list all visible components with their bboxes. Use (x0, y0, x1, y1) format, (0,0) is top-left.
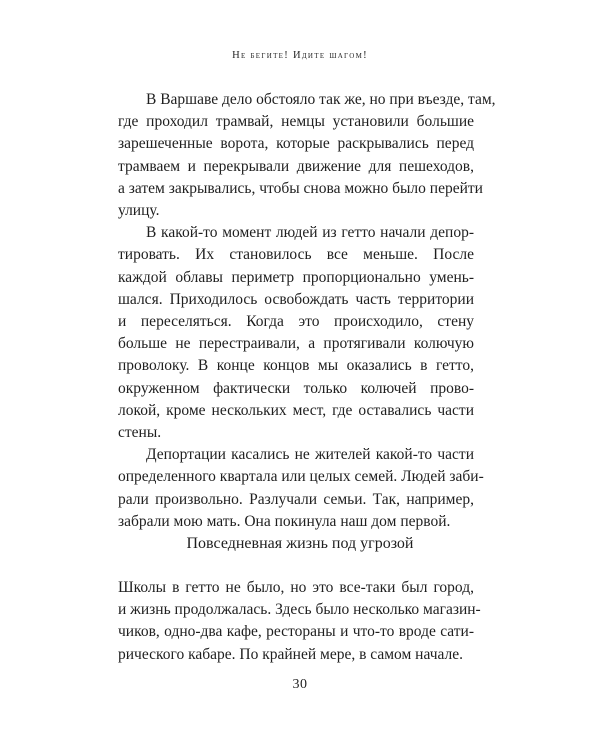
text-line: и переселяться. Когда это происходило, стену (118, 313, 474, 331)
text-line: локой, кроме нескольких мест, где оставались части (118, 401, 474, 419)
text-line: улицу. (118, 202, 160, 220)
text-line: Депортации касались не жителей какой-то части (146, 446, 474, 464)
text-line: тировать. Их становилось все меньше. После (118, 246, 474, 264)
text-line: трамваем и перекрывали движение для пешеходов, (118, 157, 474, 175)
text-line: окруженном фактически только колючей прово- (118, 379, 474, 397)
running-header-title: Не бегите! Идите шагом! (232, 50, 368, 61)
page-number: 30 (292, 677, 308, 692)
text-line: стены. (118, 424, 162, 442)
text-line: и жизнь продолжалась. Здесь было несколько магазин- (118, 601, 481, 619)
text-line: В какой-то момент людей из гетто начали депор- (146, 224, 474, 242)
section-heading: Повседневная жизнь под угрозой (186, 535, 414, 552)
text-line: каждой облавы периметр пропорционально умень- (118, 268, 474, 286)
text-line: чиков, одно-два кафе, рестораны и что-то вроде сати- (118, 623, 474, 641)
text-line: зарешеченные ворота, которые раскрывались перед (118, 135, 474, 153)
text-line: Школы в гетто не было, но это все-таки был город, (118, 579, 474, 596)
text-line: В Варшаве дело обстояло так же, но при въезде, там, (146, 91, 496, 108)
body-text-section-1 (118, 89, 496, 533)
body-text-section-2 (118, 577, 481, 666)
text-line: рического кабаре. По крайней мере, в самом начале. (118, 645, 464, 663)
text-line: проволоку. В конце концов мы оказались в гетто, (118, 357, 474, 375)
text-line: больше не перестраивали, а протягивали колючую (118, 335, 474, 353)
text-line: где проходил трамвай, немцы установили большие (118, 113, 474, 131)
text-line: шался. Приходилось освобождать часть территории (118, 290, 474, 308)
text-line: забрали мою мать. Она покинула наш дом первой. (118, 512, 451, 530)
text-line: рали произвольно. Разлучали семьи. Так, например, (118, 490, 474, 508)
text-line: а затем закрывались, чтобы снова можно было перейти (118, 179, 483, 197)
text-line: определенного квартала или целых семей. Людей заби- (118, 468, 484, 486)
